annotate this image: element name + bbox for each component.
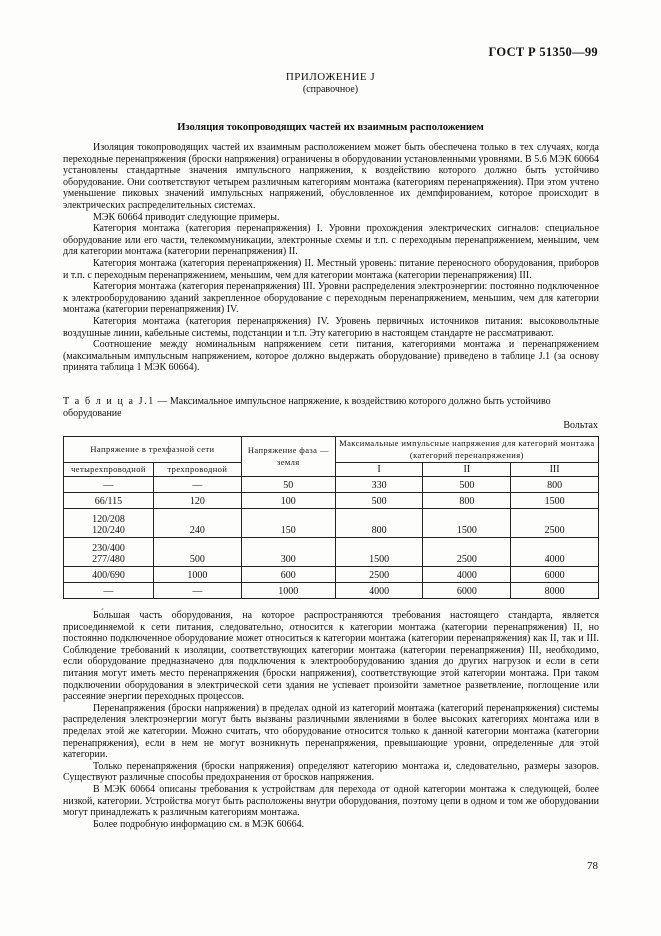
paragraph: Категория монтажа (категория перенапряжения) IV. Уровень первичных источников питания: высоковольтные воздушные линии, кабельные системы, подстанции и т.п. Эту категорию в настоящем стандарте не рассматривают.	[63, 315, 599, 339]
cell-cat1: 500	[335, 493, 423, 509]
cell-phase-earth: 600	[241, 567, 335, 583]
cell-cat2: 4000	[423, 567, 511, 583]
cell-cat3: 2500	[511, 509, 599, 538]
cell-four-wire	[64, 509, 154, 538]
cell-three-wire: —	[153, 477, 241, 493]
standard-number: ГОСТ Р 51350—99	[488, 45, 598, 59]
annex-subtitle: (справочное)	[302, 84, 359, 95]
cell-cat1: 800	[335, 509, 423, 538]
table-caption-text: — Максимальное импульсное напряжение, к воздействию которого должно быть устойчиво оборудование	[63, 396, 551, 419]
header-four-wire: четырехпроводной	[64, 463, 154, 477]
table-row	[64, 493, 599, 509]
cell-four-wire-line: 120/240	[92, 525, 125, 536]
cell-cat1: 330	[335, 477, 423, 493]
cell-four-wire-line: 230/400	[92, 542, 125, 554]
table-caption	[63, 396, 599, 419]
paragraph: Категория монтажа (категория перенапряжения) III. Уровни распределения электроэнергии: постоянно подключенное к электрооборудованию зданий закрепленное оборудование с переходным перенапряжением, меньшим, чем для категории монтажа (категории перенапряжения) IV.	[63, 281, 599, 316]
cell-three-wire: 500	[153, 538, 241, 567]
cell-four-wire	[64, 538, 154, 567]
cell-three-wire: —	[153, 583, 241, 599]
header-category-3: III	[511, 463, 599, 477]
paragraph: Категория монтажа (категория перенапряжения) II. Местный уровень: питание переносного оборудования, приборов и т.п. с переходным перенапряжением, меньшим, чем для категории монтажа (категории перенапряжения) III.	[63, 257, 599, 281]
annex-title: ПРИЛОЖЕНИЕ J	[285, 71, 376, 83]
table-row	[64, 538, 599, 567]
section-title: Изоляция токопроводящих частей их взаимным расположением	[177, 122, 484, 133]
cell-four-wire: —	[64, 583, 154, 599]
paragraph: Только перенапряжения (броски напряжения) определяют категорию монтажа и, следовательно, размеры зазоров. Существуют различные способы предохранения от бросков напряжения.	[63, 760, 599, 784]
header-max-impulse: Максимальные импульсные напряжения для категорий монтажа (категорий перенапряжения)	[335, 437, 598, 463]
intro-text	[63, 142, 599, 374]
table-row	[64, 583, 599, 599]
cell-cat2: 6000	[423, 583, 511, 599]
paragraph: Бо́льшая часть оборудования, на которое распространяются требования настоящего стандарта, является присоединяемой к сети питания, следовательно, относится к категории монтажа (категории перенапряжения) II, но постоянно подключенное оборудование может относиться к категории монтажа (категории перенапряжения) как II, так и III. Соблюдение требований к изоляции, соответствующих категории монтажа (категории перенапряжения) III, необходимо, если оборудование предназначено для подключения к электрооборудованию здания до других нагрузок и если в сети питания могут иметь место перенапряжения (броски напряжения), соответствующие этой категории монтажа. При таком подключении оборудования в электрической сети здания не успевает произойти заметное разветвление, поглощение или рассеяние энергии переходных процессов.	[63, 610, 599, 703]
cell-cat3: 6000	[511, 567, 599, 583]
cell-cat1: 1500	[335, 538, 423, 567]
impulse-voltage-table	[63, 436, 599, 599]
cell-cat3: 4000	[511, 538, 599, 567]
cell-cat1: 2500	[335, 567, 423, 583]
cell-three-wire: 240	[153, 509, 241, 538]
cell-four-wire: 400/690	[64, 567, 154, 583]
paragraph: Перенапряжения (броски напряжения) в пределах одной из категорий монтажа (категорий перенапряжения) системы распределения электроэнергии могут быть вызваны различными явлениями в более высоких категориях монтажа или в пределах этой же категории. Можно считать, что оборудование относится только к данной категории монтажа (категории перенапряжения), если в нем не могут возникнуть перенапряжения, превышающие уровни, определенные для этой категории.	[63, 702, 599, 761]
header-three-wire: трехпроводной	[153, 463, 241, 477]
cell-four-wire: —	[64, 477, 154, 493]
cell-phase-earth: 1000	[241, 583, 335, 599]
paragraph: Изоляция токопроводящих частей их взаимным расположением может быть обеспечена только в тех случаях, когда переходные перенапряжения (броски напряжения) ограничены в оборудовании установленными уровнями. В 5.6 МЭК 60664 установлены стандартные значения импульсного напряжения, к воздействию которого должно быть устойчиво оборудование. Они соответствуют четырем различным категориям монтажа (категориям перенапряжения). При этом учтено уменьшение пиковых значений импульсных напряжений, обусловленное их демпфированием, которое происходит в электрических распределительных системах.	[63, 142, 599, 211]
table-row	[64, 567, 599, 583]
table-units: Вольтах	[563, 420, 598, 431]
cell-phase-earth: 150	[241, 509, 335, 538]
header-three-phase: Напряжение в трехфазной сети	[64, 437, 242, 463]
table-row	[64, 509, 599, 538]
cell-four-wire: 66/115	[64, 493, 154, 509]
cell-three-wire: 1000	[153, 567, 241, 583]
cell-cat2: 2500	[423, 538, 511, 567]
paragraph: В МЭК 60664 описаны требования к устройствам для перехода от одной категории монтажа к следующей, более низкой, категории. Устройства могут быть расположены внутри оборудования, поэтому цепи в одном и том же оборудовании могут принадлежать к различным категориям монтажа.	[63, 783, 599, 819]
cell-phase-earth: 50	[241, 477, 335, 493]
header-category-2: II	[423, 463, 511, 477]
cell-four-wire-line: 277/480	[92, 554, 125, 565]
cell-cat2: 500	[423, 477, 511, 493]
table-row	[64, 477, 599, 493]
cell-cat3: 800	[511, 477, 599, 493]
header-category-1: I	[335, 463, 423, 477]
table-caption-lead: Т а б л и ц а J.1	[63, 396, 155, 407]
cell-cat2: 800	[423, 493, 511, 509]
cell-cat2: 1500	[423, 509, 511, 538]
page-number: 78	[587, 860, 598, 872]
cell-cat3: 1500	[511, 493, 599, 509]
after-table-text	[63, 610, 599, 830]
cell-cat1: 4000	[335, 583, 423, 599]
cell-phase-earth: 300	[241, 538, 335, 567]
paragraph: Категория монтажа (категория перенапряжения) I. Уровни прохождения электрических сигналов: специальное оборудование или его части, телекоммуникации, электронные схемы и т.п. с переходным перенапряжением, меньшим, чем для категории монтажа (категории перенапряжения) II.	[63, 223, 599, 258]
paragraph: Более подробную информацию см. в МЭК 60664.	[93, 818, 305, 830]
cell-phase-earth: 100	[241, 493, 335, 509]
paragraph: Соотношение между номинальным напряжением сети питания, категориями монтажа и перенапряжением (максимальным импульсным напряжением, которое должно выдержать оборудование) приведено в таблице J.1 (за основу принята таблица 1 МЭК 60664).	[63, 339, 599, 374]
header-phase-earth: Напряжение фаза — земля	[241, 437, 335, 477]
paragraph: МЭК 60664 приводит следующие примеры.	[93, 211, 280, 223]
cell-three-wire: 120	[153, 493, 241, 509]
cell-cat3: 8000	[511, 583, 599, 599]
cell-four-wire-line: 120/208	[92, 513, 125, 525]
